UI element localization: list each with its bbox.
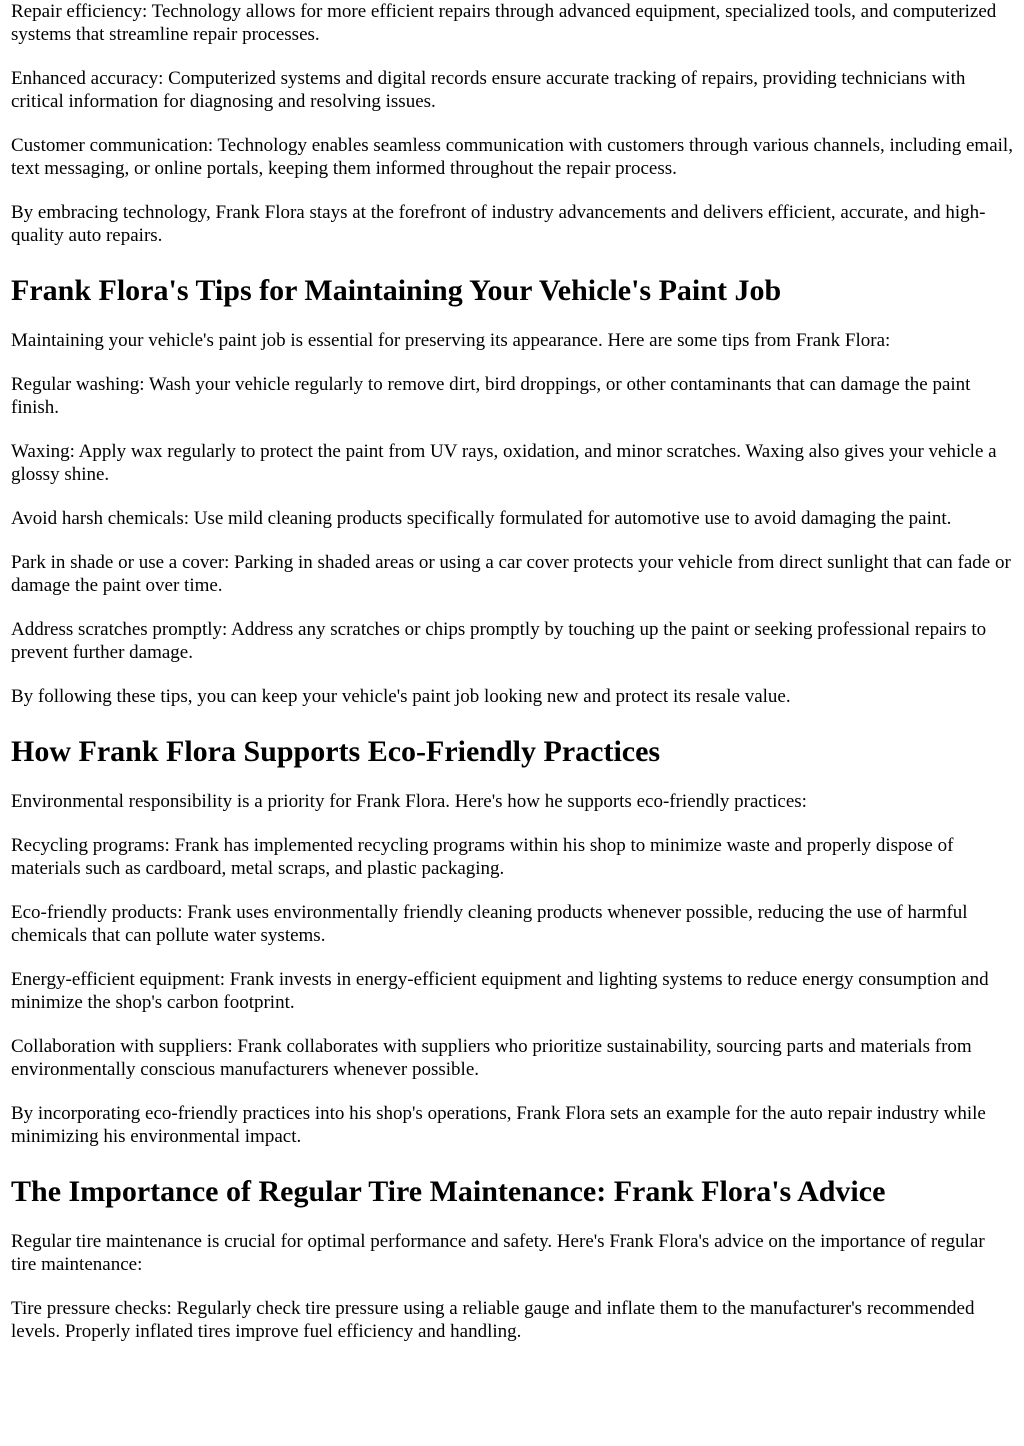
paragraph-supplier-collaboration: Collaboration with suppliers: Frank collaborates with suppliers who prioritize sustainability, sourcing parts and materials from environmentally conscious manufacturers whenever possible. [11, 1036, 972, 1080]
paragraph-regular-washing: Regular washing: Wash your vehicle regularly to remove dirt, bird droppings, or other contaminants that can damage the paint finish. [11, 374, 971, 418]
paragraph-energy-efficient-equipment: Energy-efficient equipment: Frank invests in energy-efficient equipment and lighting systems to reduce energy consumption and minimize the shop's carbon footprint. [11, 969, 989, 1013]
paragraph-paint-summary: By following these tips, you can keep your vehicle's paint job looking new and protect its resale value. [11, 686, 791, 707]
heading-tire-maintenance: The Importance of Regular Tire Maintenance: Frank Flora's Advice [11, 1175, 886, 1208]
paragraph-enhanced-accuracy: Enhanced accuracy: Computerized systems and digital records ensure accurate tracking of repairs, providing technicians with critical information for diagnosing and resolving issues. [11, 68, 966, 112]
paragraph-eco-friendly-products: Eco-friendly products: Frank uses environmentally friendly cleaning products whenever possible, reducing the use of harmful chemicals that can pollute water systems. [11, 902, 968, 946]
paragraph-address-scratches: Address scratches promptly: Address any scratches or chips promptly by touching up the paint or seeking professional repairs to prevent further damage. [11, 619, 987, 663]
paragraph-tire-pressure-checks: Tire pressure checks: Regularly check tire pressure using a reliable gauge and inflate them to the manufacturer's recommended levels. Properly inflated tires improve fuel efficiency and handling. [11, 1298, 975, 1342]
heading-eco-friendly-practices: How Frank Flora Supports Eco-Friendly Practices [11, 735, 661, 768]
paragraph-eco-intro: Environmental responsibility is a priority for Frank Flora. Here's how he supports eco-friendly practices: [11, 791, 807, 812]
paragraph-avoid-harsh-chemicals: Avoid harsh chemicals: Use mild cleaning products specifically formulated for automotive use to avoid damaging the paint. [11, 508, 952, 529]
paragraph-recycling-programs: Recycling programs: Frank has implemented recycling programs within his shop to minimize waste and properly dispose of materials such as cardboard, metal scraps, and plastic packaging. [11, 835, 954, 879]
paragraph-technology-summary: By embracing technology, Frank Flora stays at the forefront of industry advancements and delivers efficient, accurate, and high-quality auto repairs. [11, 202, 986, 246]
paragraph-tire-intro: Regular tire maintenance is crucial for optimal performance and safety. Here's Frank Flora's advice on the importance of regular tire maintenance: [11, 1231, 985, 1275]
paragraph-paint-intro: Maintaining your vehicle's paint job is essential for preserving its appearance. Here are some tips from Frank Flora: [11, 330, 891, 351]
paragraph-park-in-shade: Park in shade or use a cover: Parking in shaded areas or using a car cover protects your vehicle from direct sunlight that can fade or damage the paint over time. [11, 552, 1011, 596]
paragraph-customer-communication: Customer communication: Technology enables seamless communication with customers through various channels, including email, text messaging, or online portals, keeping them informed throughout the repair process. [11, 135, 1013, 179]
heading-paint-job-tips: Frank Flora's Tips for Maintaining Your Vehicle's Paint Job [11, 274, 782, 307]
paragraph-repair-efficiency: Repair efficiency: Technology allows for more efficient repairs through advanced equipment, specialized tools, and computerized systems that streamline repair processes. [11, 1, 997, 45]
paragraph-eco-summary: By incorporating eco-friendly practices into his shop's operations, Frank Flora sets an example for the auto repair industry while minimizing his environmental impact. [11, 1103, 986, 1147]
paragraph-waxing: Waxing: Apply wax regularly to protect the paint from UV rays, oxidation, and minor scratches. Waxing also gives your vehicle a glossy shine. [11, 441, 997, 485]
